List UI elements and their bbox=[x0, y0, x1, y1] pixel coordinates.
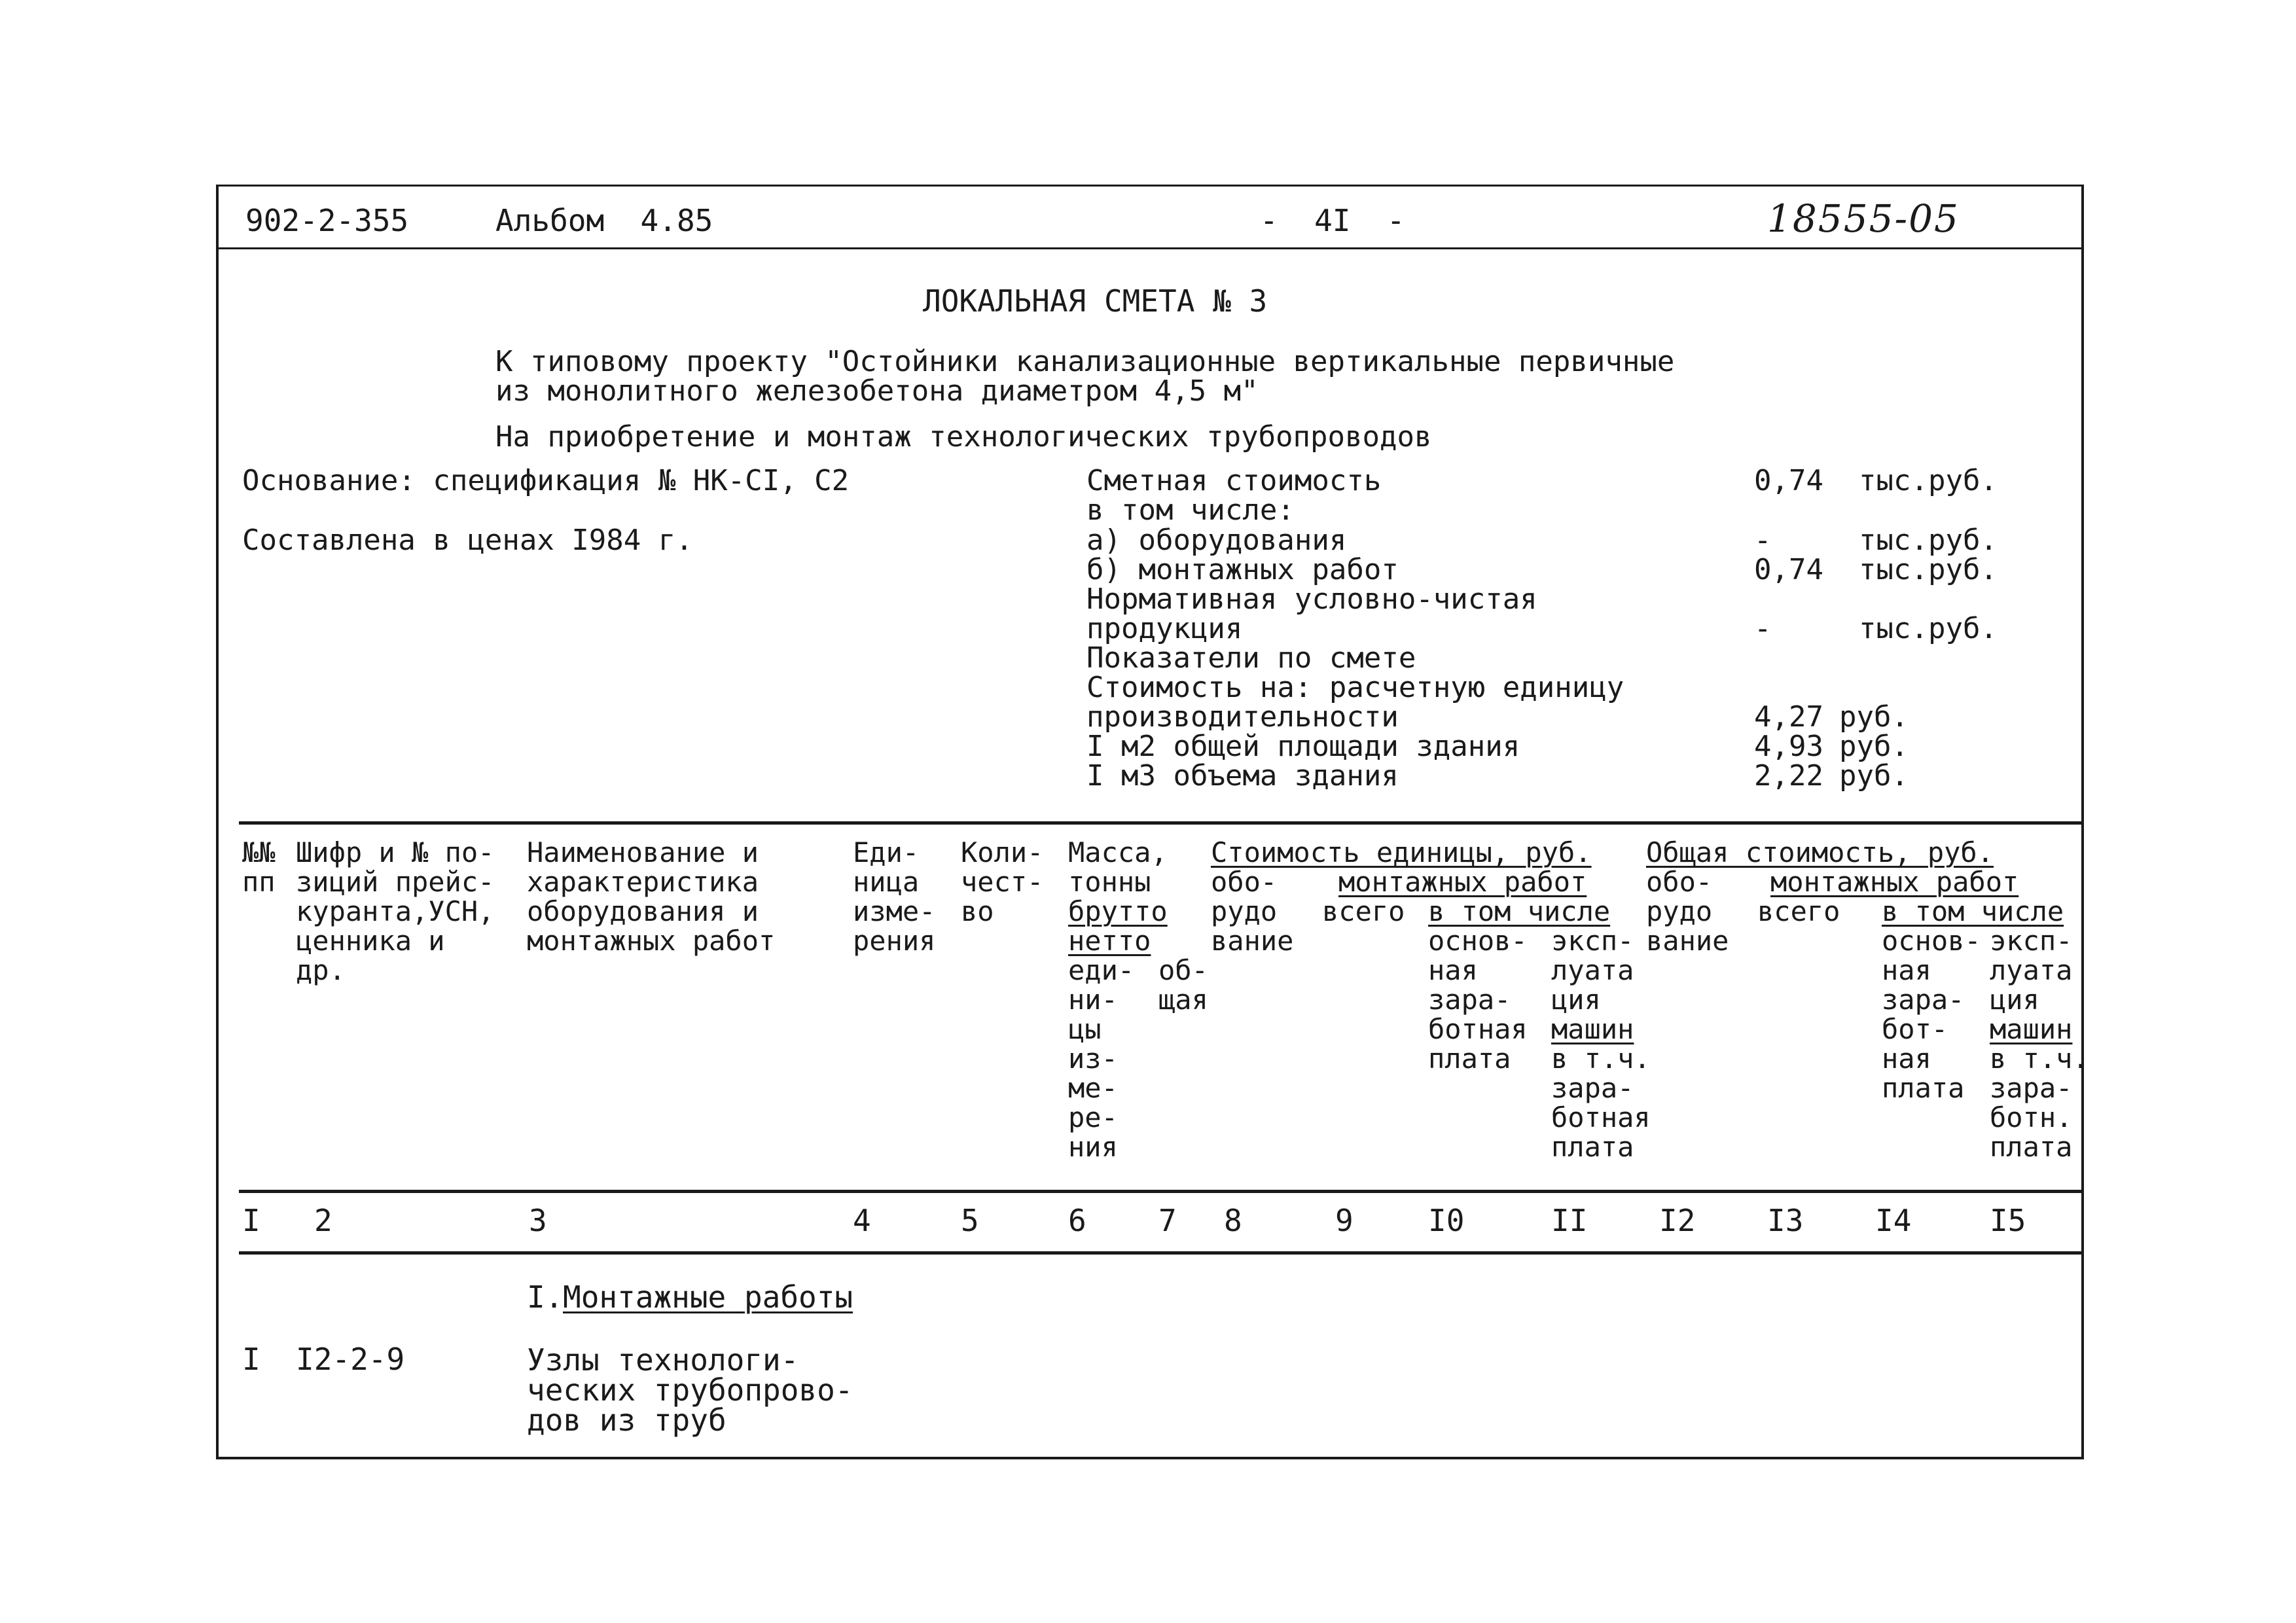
col-header-total-machines: эксп- луата ция bbox=[1990, 925, 2073, 1016]
col-header-total-machines-label: машин bbox=[1990, 1013, 2073, 1045]
column-number: I0 bbox=[1428, 1203, 1465, 1238]
summary-label: а) оборудования bbox=[1086, 524, 1347, 557]
column-number: 5 bbox=[961, 1203, 979, 1238]
page-number: - 4I - bbox=[1260, 203, 1405, 238]
col-header-mass-netto: нетто bbox=[1068, 925, 1151, 957]
header-divider bbox=[216, 247, 2084, 249]
summary-value: - bbox=[1754, 524, 1772, 557]
frame-left-border bbox=[216, 187, 219, 1459]
summary-value: 0,74 bbox=[1754, 464, 1823, 497]
col-header-unit: Еди- ница изме- рения bbox=[853, 836, 936, 957]
summary-value: 2,22 bbox=[1754, 759, 1823, 793]
frame-bottom-border bbox=[216, 1457, 2084, 1459]
summary-value: - bbox=[1754, 612, 1772, 645]
document-code: 902-2-355 bbox=[245, 203, 409, 238]
summary-label: I м3 объема здания bbox=[1086, 759, 1399, 793]
col-header-num: №№ пп bbox=[242, 836, 276, 898]
row-number: I bbox=[242, 1342, 260, 1377]
unit-cost-group-title: Стоимость единицы, руб. bbox=[1211, 836, 1592, 868]
col-header-unit-machines-label: машин bbox=[1551, 1013, 1634, 1045]
column-number: 8 bbox=[1224, 1203, 1242, 1238]
total-mount-group-title: монтажных работ bbox=[1770, 866, 2019, 898]
summary-label: производительности bbox=[1086, 700, 1399, 734]
col-header-unit-total: всего bbox=[1322, 895, 1405, 927]
handwritten-number: 18555-05 bbox=[1767, 196, 1960, 241]
summary-label: Нормативная условно-чистая bbox=[1086, 582, 1537, 616]
row-code: I2-2-9 bbox=[296, 1342, 405, 1377]
project-line-1: К типовому проекту "Остойники канализационные вертикальные первичные bbox=[495, 345, 1675, 378]
col-header-unit-equipment: обо- рудо вание bbox=[1211, 866, 1294, 957]
summary-label: продукция bbox=[1086, 612, 1243, 645]
project-line-2: из монолитного железобетона диаметром 4,5 м" bbox=[495, 374, 1259, 408]
summary-unit: тыс.руб. bbox=[1859, 612, 1998, 645]
column-number: 7 bbox=[1158, 1203, 1177, 1238]
basis-line: Основание: спецификация № НК-СI, С2 bbox=[242, 464, 850, 497]
col-header-quantity: Коли- чест- во bbox=[961, 836, 1044, 927]
summary-value: 4,27 bbox=[1754, 700, 1823, 734]
column-number: I4 bbox=[1875, 1203, 1912, 1238]
unit-incl-title: в том числе bbox=[1428, 895, 1611, 927]
summary-label: I м2 общей площади здания bbox=[1086, 730, 1520, 763]
summary-label: Показатели по смете bbox=[1086, 641, 1416, 675]
col-header-mass: Масса, тонны bbox=[1068, 836, 1168, 898]
col-header-name: Наименование и характеристика оборудования и монтажных работ bbox=[527, 836, 776, 957]
column-number: 4 bbox=[853, 1203, 871, 1238]
summary-label: Сметная стоимость bbox=[1086, 464, 1382, 497]
column-number: I5 bbox=[1990, 1203, 2026, 1238]
prices-line: Составлена в ценах I984 г. bbox=[242, 524, 693, 557]
col-header-mass-unit: еди- ни- цы из- ме- ре- ния bbox=[1068, 954, 1135, 1163]
column-number: 2 bbox=[314, 1203, 332, 1238]
column-number: I bbox=[242, 1203, 260, 1238]
summary-unit: тыс.руб. bbox=[1859, 524, 1998, 557]
column-number: II bbox=[1551, 1203, 1588, 1238]
summary-value: 0,74 bbox=[1754, 553, 1823, 586]
column-number: 6 bbox=[1068, 1203, 1086, 1238]
column-numbers-bottom-line bbox=[239, 1251, 2081, 1255]
album-label: Альбом 4.85 bbox=[495, 203, 713, 238]
column-numbers-top-line bbox=[239, 1190, 2081, 1193]
summary-value: 4,93 bbox=[1754, 730, 1823, 763]
col-header-code: Шифр и № по- зиций прейс- куранта,УСН, ценника и др. bbox=[296, 836, 495, 986]
col-header-total-total: всего bbox=[1757, 895, 1840, 927]
column-number: I2 bbox=[1659, 1203, 1696, 1238]
col-header-total-wages: основ- ная зара- бот- ная плата bbox=[1882, 925, 1981, 1104]
summary-unit: руб. bbox=[1839, 700, 1909, 734]
col-header-unit-wages: основ- ная зара- ботная плата bbox=[1428, 925, 1528, 1075]
column-number: I3 bbox=[1767, 1203, 1804, 1238]
summary-unit: тыс.руб. bbox=[1859, 464, 1998, 497]
table-top-line bbox=[239, 821, 2081, 825]
col-header-mass-brutto: брутто bbox=[1068, 895, 1168, 927]
document-title: ЛОКАЛЬНАЯ СМЕТА № 3 bbox=[923, 283, 1268, 319]
summary-label: в том числе: bbox=[1086, 493, 1295, 527]
frame-right-border bbox=[2081, 187, 2084, 1459]
summary-unit: руб. bbox=[1839, 759, 1909, 793]
section-title: Монтажные работы bbox=[563, 1279, 853, 1315]
column-number: 3 bbox=[529, 1203, 547, 1238]
total-incl-title: в том числе bbox=[1882, 895, 2064, 927]
col-header-mass-total: об- щая bbox=[1158, 954, 1208, 1016]
total-cost-group-title: Общая стоимость, руб. bbox=[1646, 836, 1994, 868]
summary-label: Стоимость на: расчетную единицу bbox=[1086, 671, 1624, 704]
col-header-total-machines-wages: в т.ч. зара- ботн. плата bbox=[1990, 1043, 2089, 1163]
project-purpose: На приобретение и монтаж технологических трубопроводов bbox=[495, 420, 1432, 454]
row-name: Узлы технологи- ческих трубопрово- дов из труб bbox=[527, 1342, 853, 1438]
col-header-unit-machines-wages: в т.ч. зара- ботная плата bbox=[1551, 1043, 1651, 1163]
col-header-total-equipment: обо- рудо вание bbox=[1646, 866, 1729, 957]
col-header-unit-machines: эксп- луата ция bbox=[1551, 925, 1634, 1016]
section-prefix: I. bbox=[527, 1279, 564, 1315]
frame-top-border bbox=[216, 185, 2084, 187]
summary-unit: руб. bbox=[1839, 730, 1909, 763]
column-number: 9 bbox=[1335, 1203, 1354, 1238]
unit-mount-group-title: монтажных работ bbox=[1338, 866, 1587, 898]
summary-unit: тыс.руб. bbox=[1859, 553, 1998, 586]
summary-label: б) монтажных работ bbox=[1086, 553, 1399, 586]
